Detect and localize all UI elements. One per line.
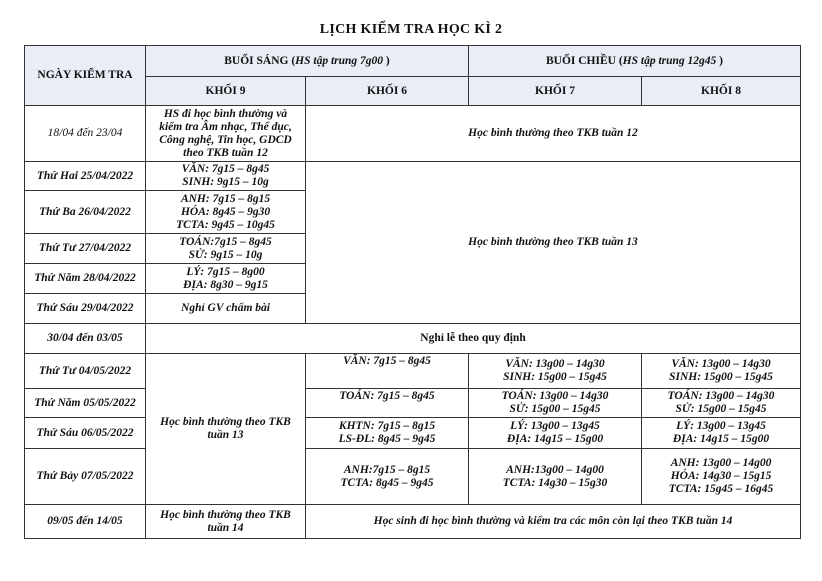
- date-cell: 09/05 đến 14/05: [25, 505, 146, 539]
- cell-line: TOÁN: 7g15 – 8g45: [339, 390, 435, 402]
- grade6-cell: [306, 449, 469, 505]
- date-cell: Thứ Bảy 07/05/2022: [25, 449, 146, 505]
- grade9-header: KHỐI 9: [146, 77, 306, 106]
- schedule-row: [25, 354, 801, 389]
- cell-line: SỬ: 9g15 – 10g: [188, 248, 263, 261]
- date-cell: Thứ Hai 25/04/2022: [25, 162, 146, 191]
- grade7-cell: [469, 389, 642, 418]
- cell-line: LÝ: 13g00 – 13g45: [676, 420, 766, 432]
- cell-line: Công nghệ, Tin học, GDCD: [159, 133, 292, 146]
- afternoon-session-header: BUỔI CHIỀU (HS tập trung 12g45 ): [469, 46, 801, 77]
- other-grades-cell: Học bình thường theo TKB tuần 13: [306, 162, 801, 324]
- schedule-row: [25, 162, 801, 191]
- cell-line: SỬ: 15g00 – 15g45: [509, 403, 601, 415]
- cell-line: SINH: 9g15 – 10g: [182, 176, 269, 188]
- grade6-header: KHỐI 6: [306, 77, 469, 106]
- cell-line: LÝ: 7g15 – 8g00: [186, 265, 265, 278]
- morning-session-header: BUỔI SÁNG (HS tập trung 7g00 ): [146, 46, 469, 77]
- grade9-cell: Nghỉ GV chấm bài: [146, 294, 306, 324]
- other-grades-cell: Học bình thường theo TKB tuần 12: [306, 106, 801, 162]
- cell-line: Học bình thường theo TKB: [160, 416, 291, 428]
- cell-line: TOÁN:7g15 – 8g45: [179, 235, 272, 248]
- cell-line: SINH: 15g00 – 15g45: [669, 371, 773, 383]
- date-cell: Thứ Sáu 06/05/2022: [25, 418, 146, 449]
- cell-line: VĂN: 7g15 – 8g45: [181, 163, 270, 175]
- grade9-cell: [146, 106, 306, 162]
- cell-line: kiểm tra Âm nhạc, Thể dục,: [159, 120, 292, 133]
- schedule-row: [25, 106, 801, 162]
- grade7-cell: [469, 418, 642, 449]
- cell-line: VĂN: 13g00 – 14g30: [505, 358, 605, 370]
- cell-line: tuần 14: [207, 521, 244, 534]
- other-grades-cell: Học sinh đi học bình thường và kiểm tra các môn còn lại theo TKB tuần 14: [306, 505, 801, 539]
- cell-line: theo TKB tuần 12: [183, 146, 268, 159]
- grade9-cell: [146, 191, 306, 234]
- schedule-row: [25, 324, 801, 354]
- schedule-row: [25, 449, 801, 505]
- cell-line: TCTA: 14g30 – 15g30: [502, 476, 608, 489]
- date-cell: Thứ Năm 28/04/2022: [25, 264, 146, 294]
- grade9-cell: [146, 354, 306, 505]
- cell-line: tuần 13: [207, 429, 244, 441]
- cell-line: Học bình thường theo TKB: [160, 508, 291, 521]
- grade8-cell: [642, 354, 801, 389]
- grade8-cell: [642, 418, 801, 449]
- date-cell: 18/04 đến 23/04: [25, 106, 146, 162]
- grade7-cell: [469, 354, 642, 389]
- grade9-cell: [146, 162, 306, 191]
- cell-line: TCTA: 15g45 – 16g45: [668, 483, 774, 495]
- cell-line: LS-ĐL: 8g45 – 9g45: [338, 433, 436, 445]
- holiday-cell: Nghỉ lễ theo quy định: [146, 324, 801, 354]
- exam-schedule-table: [24, 45, 801, 539]
- cell-line: VĂN: 7g15 – 8g45: [343, 355, 431, 367]
- cell-line: ANH: 13g00 – 14g00: [670, 457, 772, 469]
- date-cell: Thứ Ba 26/04/2022: [25, 191, 146, 234]
- grade8-header: KHỐI 8: [642, 77, 801, 106]
- date-cell: Thứ Năm 05/05/2022: [25, 389, 146, 418]
- schedule-row: [25, 505, 801, 539]
- cell-line: ĐỊA: 8g30 – 9g15: [183, 278, 268, 291]
- grade6-cell: [306, 418, 469, 449]
- cell-line: TCTA: 9g45 – 10g45: [176, 218, 275, 231]
- header-row-session: [25, 46, 801, 77]
- cell-line: SINH: 15g00 – 15g45: [503, 371, 607, 383]
- grade7-cell: [469, 449, 642, 505]
- cell-line: SỬ: 15g00 – 15g45: [675, 403, 767, 415]
- date-cell: Thứ Tư 27/04/2022: [25, 234, 146, 264]
- afternoon-gather-note: HS tập trung 12g45: [622, 54, 717, 67]
- date-cell: Thứ Sáu 29/04/2022: [25, 294, 146, 324]
- grade9-cell: [146, 264, 306, 294]
- grade9-cell: [146, 234, 306, 264]
- cell-line: ANH: 7g15 – 8g15: [180, 192, 271, 205]
- cell-line: TOÁN: 13g00 – 14g30: [501, 390, 609, 402]
- cell-line: HS đi học bình thường và: [163, 107, 288, 120]
- cell-line: VĂN: 13g00 – 14g30: [671, 358, 771, 370]
- cell-line: KHTN: 7g15 – 8g15: [338, 420, 436, 432]
- grade6-cell: [306, 354, 469, 389]
- cell-line: ANH:7g15 – 8g15: [343, 463, 431, 476]
- date-cell: Thứ Tư 04/05/2022: [25, 354, 146, 389]
- grade8-cell: [642, 449, 801, 505]
- cell-line: HÓA: 14g30 – 15g15: [670, 470, 772, 482]
- date-cell: 30/04 đến 03/05: [25, 324, 146, 354]
- cell-line: ĐỊA: 14g15 – 15g00: [672, 433, 770, 445]
- cell-line: ANH:13g00 – 14g00: [506, 463, 604, 476]
- morning-gather-note: HS tập trung 7g00: [295, 54, 384, 67]
- cell-line: ĐỊA: 14g15 – 15g00: [506, 433, 604, 445]
- grade8-cell: [642, 389, 801, 418]
- schedule-row: [25, 389, 801, 418]
- cell-line: HÓA: 8g45 – 9g30: [180, 205, 271, 218]
- grade6-cell: [306, 389, 469, 418]
- date-column-header: NGÀY KIỂM TRA: [25, 46, 146, 106]
- cell-line: TOÁN: 13g00 – 14g30: [667, 390, 775, 402]
- schedule-row: [25, 418, 801, 449]
- page-title: LỊCH KIỂM TRA HỌC KÌ 2: [319, 22, 503, 37]
- cell-line: TCTA: 8g45 – 9g45: [340, 476, 434, 489]
- grade9-cell: [146, 505, 306, 539]
- cell-line: LÝ: 13g00 – 13g45: [510, 420, 600, 432]
- grade7-header: KHỐI 7: [469, 77, 642, 106]
